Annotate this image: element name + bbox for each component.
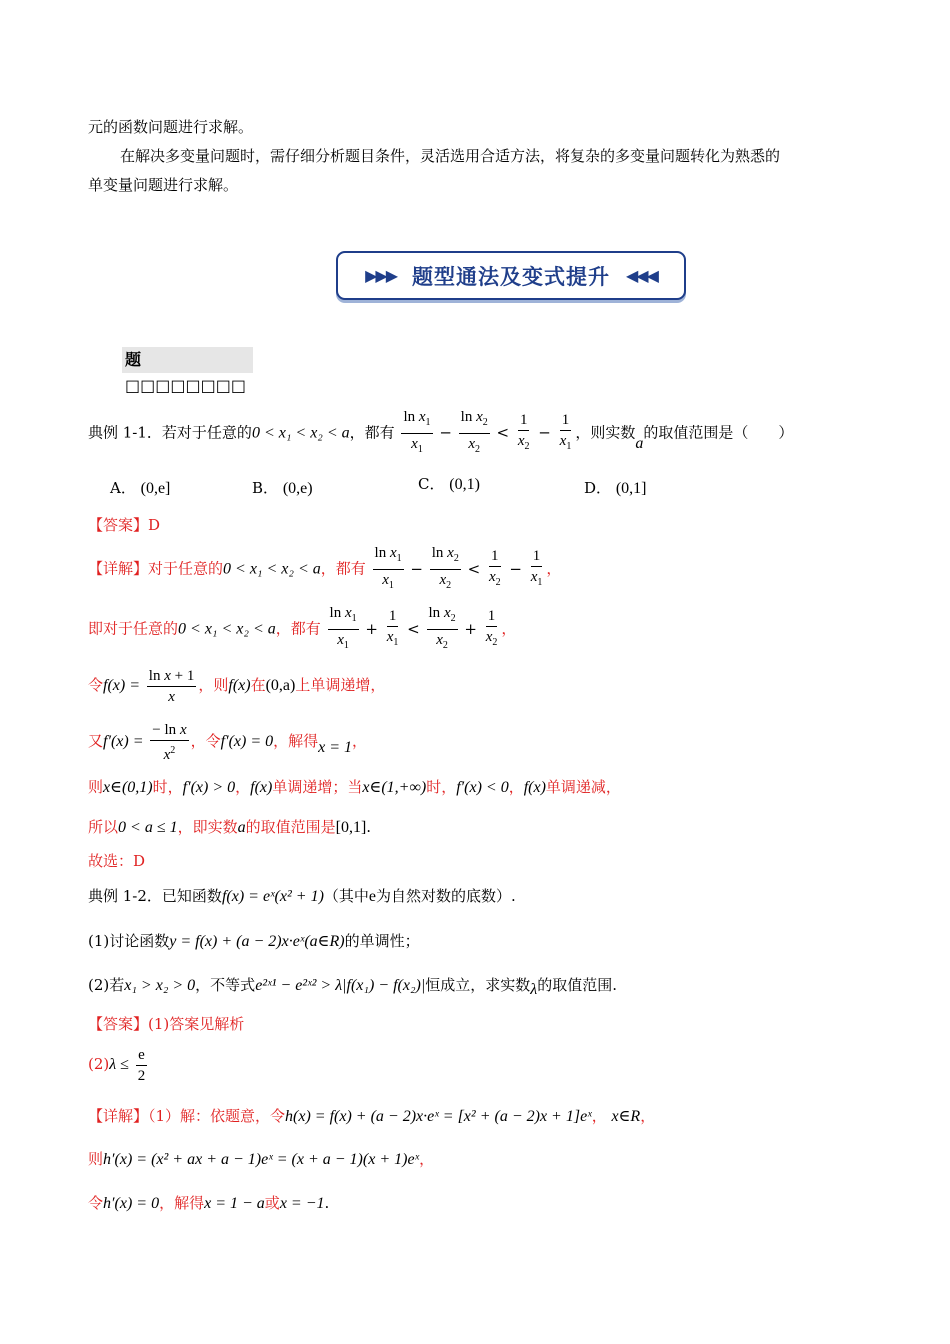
answer-1-1: 【答案】D [88, 516, 161, 534]
fraction-1-x1: $\frac{1}{x_1}$ [559, 412, 572, 452]
question-1: (1)讨论函数y = f(x) + (a − 2)x·eˣ(a∈R)的单调性； [88, 932, 420, 950]
detail-line-3: 令f(x) = $\frac{\text{ln x + 1}}{x}$ ，则f(x)在(0,a)上单调递增， [88, 667, 386, 705]
choose-answer: 故选：D [88, 852, 146, 870]
section-banner [336, 251, 686, 300]
option-c: C． (0,1) [418, 475, 480, 493]
intro-line-1: 元的函数问题进行求解。 [88, 118, 254, 136]
answer-1-2-part2: (2)λ ≤ $\frac{e}{2}$ [88, 1046, 146, 1084]
intro-line-3: 单变量问题进行求解。 [88, 176, 239, 194]
left-arrows-icon: ◀◀◀ [626, 266, 657, 285]
option-a: A． (0,e] [110, 479, 171, 497]
option-b: B． (0,e) [252, 479, 313, 497]
text: ，则实数 [575, 423, 636, 442]
condition: 0 < x₁ < x₂ < a [251, 424, 350, 442]
detail-line-6: 所以0 < a ≤ 1，即实数a的取值范围是[0,1]. [88, 818, 372, 836]
example-1-1-question: 典例 1-1．若对于任意的0 < x₁ < x₂ < a，都有 $\frac{\ln x_1}{x_1}$ − $\frac{\ln x_2}{x_2}$ < $\frac{1}{x_2}$ − $\frac{1}{x_1}$ ，则实数a的取值范围是（ ） [88, 407, 793, 460]
text: ，都有 [349, 423, 395, 442]
section-title: 题□□□□□□□□ [122, 347, 253, 373]
fraction-1-x2: $\frac{1}{x_2}$ [517, 412, 530, 452]
detail-line-2: 即对于任意的0 < x₁ < x₂ < a，都有 $\frac{\ln x_1}{x_1}$ + $\frac{1}{x_1}$ < $\frac{\ln x_2}{x_2}$ + $\frac{1}{x_2}$ ， [88, 605, 517, 651]
question-2: (2)若x₁ > x₂ > 0，不等式e²ˣ¹ − e²ˣ² > λ|f(x₁) − f(x₂)|恒成立，求实数λ的取值范围. [88, 976, 617, 998]
detail-line-4: 又f′(x) = $\frac{\text{− ln x}}{x^2}$ ，令f′(x) = 0，解得x = 1， [88, 721, 368, 763]
answer-1-2-part1: 【答案】(1)答案见解析 [88, 1015, 245, 1033]
detail-line-1: 【详解】对于任意的0 < x₁ < x₂ < a，都有 $\frac{\ln x_1}{x_1}$ − $\frac{\ln x_2}{x_2}$ < $\frac{1}{x_2}$ − $\frac{1}{x_1}$ ， [88, 545, 562, 591]
detail-1-2-line-2: 则h′(x) = (x² + ax + a − 1)eˣ = (x + a − 1)(x + 1)eˣ， [88, 1150, 435, 1168]
fraction-lnx2-x2: $\frac{\ln x_2}{x_2}$ [460, 409, 488, 455]
example-label: 典例 1-1．若对于任意的 [88, 423, 252, 442]
fraction-lnx1-x1: $\frac{\ln x_1}{x_1}$ [403, 409, 431, 455]
variable-a: a [635, 434, 644, 452]
detail-1-2-line-3: 令h′(x) = 0，解得x = 1 − a或x = −1. [88, 1194, 330, 1212]
intro-line-2: 在解决多变量问题时，需仔细分析题目条件，灵活选用合适方法，将复杂的多变量问题转化为熟悉的 [120, 147, 781, 165]
banner-title: 题型通法及变式提升 [412, 264, 610, 289]
detail-line-5: 则x∈(0,1)时，f′(x) > 0，f(x)单调递增；当x∈(1,+∞)时，f′(x) < 0，f(x)单调递减， [88, 778, 621, 796]
detail-1-2-line-1: 【详解】（1）解：依题意，令h(x) = f(x) + (a − 2)x·eˣ = [x² + (a − 2)x + 1]eˣ， x∈R， [88, 1107, 656, 1125]
example-1-2-stem: 典例 1-2．已知函数f(x) = eˣ(x² + 1)（其中e为自然对数的底数）. [88, 887, 516, 905]
text: 的取值范围是（ ） [643, 423, 794, 442]
option-d: D． (0,1] [584, 479, 647, 497]
right-arrows-icon: ▶▶▶ [365, 266, 396, 285]
